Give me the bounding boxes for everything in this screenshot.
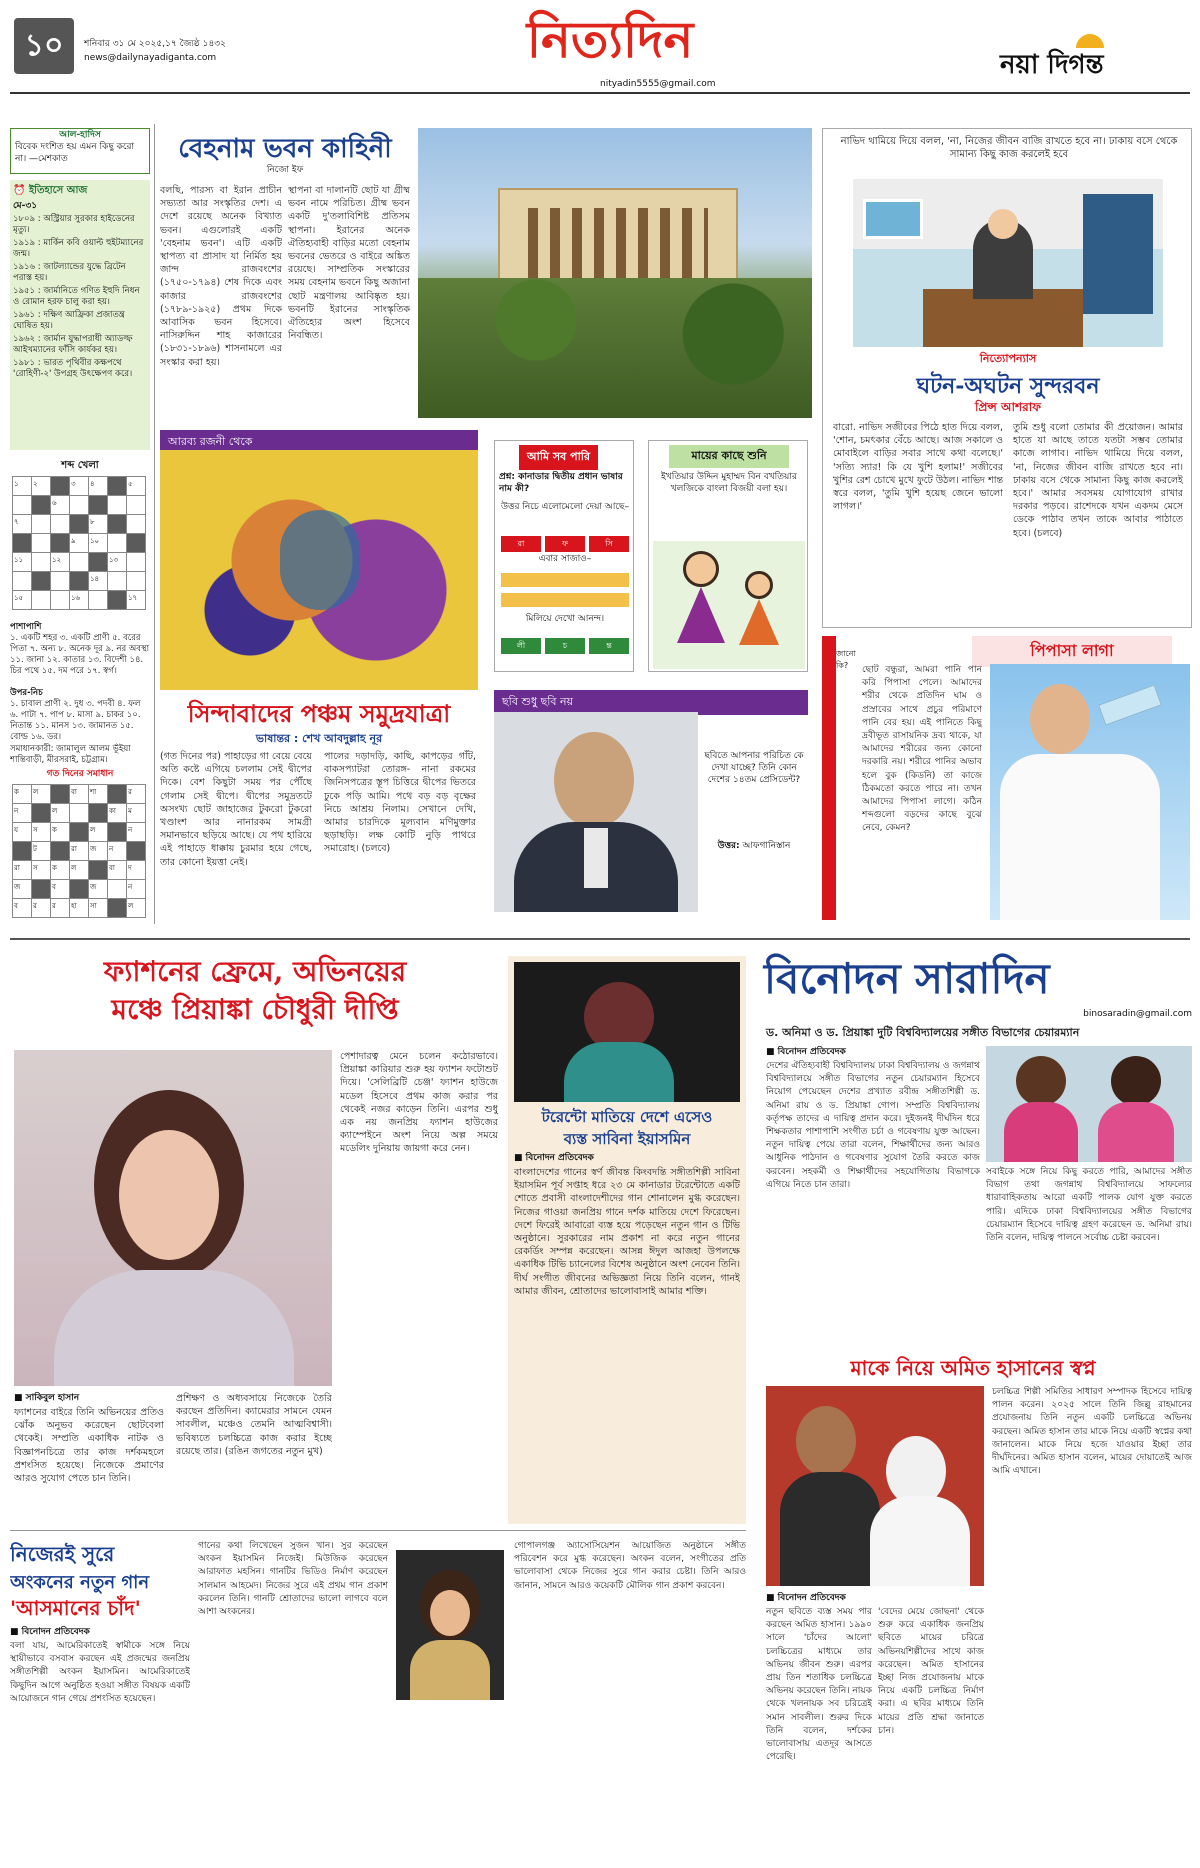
cell: ১০	[89, 534, 108, 553]
cell	[108, 880, 127, 899]
mid-divider	[10, 938, 1190, 940]
prev-solution-title: গত দিনের সমাধান	[46, 769, 114, 779]
sindbad-illustration	[160, 450, 478, 690]
cell: ৯	[70, 534, 89, 553]
cell: র	[51, 899, 70, 918]
cell	[127, 515, 146, 534]
cell: ৭	[13, 515, 32, 534]
down-clues: উপর-নিচ ১. চাবাল প্রাণী ২. দুধ ৩. পদবী ৪. ফল ৬. পাটা ৭. পাপ ৮. মাসা ৯. চাকর ১০. নিতান্ত ১১. মানস ১৩. জামানত ১৫. বোল্ড ১৬. ডর।	[10, 688, 141, 742]
asman-title-1: নিজেরই সুরে	[10, 1542, 115, 1566]
cell: বা	[70, 785, 89, 804]
cell	[70, 572, 89, 591]
quiz-write: মিলিয়ে দেখো আনন্দ।	[525, 614, 605, 624]
asman-byline: ■ বিনোদন প্রতিবেদক	[10, 1627, 90, 1637]
cell: রা	[13, 861, 32, 880]
history-list	[13, 214, 147, 380]
brand-logo: নয়া দিগন্ত	[1000, 44, 1185, 78]
cell: ১১	[13, 553, 32, 572]
cell	[51, 534, 70, 553]
cell: ন	[127, 823, 146, 842]
quiz-tile[interactable]: রা	[501, 536, 541, 552]
cell	[89, 553, 108, 572]
sabina-photo	[514, 962, 740, 1102]
story1-text: দেশের ঐতিহ্যবাহী বিশ্ববিদ্যালয় ঢাকা বিশ্ববিদ্যালয় ও জগন্নাথ বিশ্ববিদ্যালয়ে সঙ্গীত বিভাগের নতুন চেয়ারম্যান হিসেবে নিয়োগ পেয়েছেন দেশের প্রখ্যাত রবীন্দ্র সঙ্গীতশিল্পী ড. অনিমা রায় ও ড. প্রিয়াঙ্কা গোপ। সম্প্রতি বিশ্ববিদ্যালয় কর্তৃপক্ষ তাদের এ দায়িত্ব প্রদান করে। দুইজনই দীর্ঘদিন ধরে শিক্ষকতার পাশাপাশি সংগীত চর্চা ও গবেষণায় যুক্ত আছেন। নতুন দায়িত্ব পেয়ে তারা বলেন, শিক্ষার্থীদের জন্য আরও আধুনিক পাঠদান ও গবেষণার সুযোগ তৈরি করতে কাজ করবেন। সহকর্মী ও শিক্ষার্থীদের সহযোগিতায় বিভাগকে এগিয়ে নিতে চান তারা।	[766, 1061, 980, 1190]
asman-title-2: অংকনের নতুন গান	[10, 1572, 150, 1593]
quiz-hint: উত্তর নিচে এলোমেলো দেয়া আছে–	[501, 502, 629, 512]
priyanka-title-1: ফ্যাশনের ফ্রেমে, অভিনয়ের	[103, 955, 407, 988]
cell: ন	[13, 804, 32, 823]
cell: ন	[108, 842, 127, 861]
asman-text-col2: গানের কথা লিখেছেন সুজন খান। সুর করেছেন অংকন ইয়াসমিন নিজেই। মিউজিক করেছেন আরাফাত মহসিন। গানটির ভিডিও নির্মাণ করেছেন সালমান আহমেদ। নিজের সুরে এই প্রথম গান প্রকাশ করলেন তিনি। গানটি শ্রোতাদের ভালো লাগবে বলে আশা অংকনের।	[198, 1541, 388, 1618]
quiz-tile[interactable]: ফ	[545, 536, 585, 552]
cell: ৩	[70, 477, 89, 496]
cell: ক	[13, 785, 32, 804]
history-date: মে-৩১	[13, 201, 38, 211]
quiz-row1	[499, 531, 631, 552]
behnam-byline: নিজো ইফ	[266, 165, 304, 175]
binodon-section	[754, 950, 1192, 1868]
square-icon: ■	[766, 1593, 778, 1603]
history-item: ১৯১৬ : জাটল্যান্ডের যুদ্ধে ব্রিটেন পরাস্ত হয়।	[13, 262, 126, 283]
cell: ২	[32, 477, 51, 496]
cell	[13, 572, 32, 591]
priyanka-article	[10, 950, 500, 1524]
cell	[108, 572, 127, 591]
arabian-text-col1: (গত দিনের পর) পাহাড়ের গা বেয়ে বেয়ে অতি কষ্টে এগিয়ে চললাম সেই দ্বীপের দিকে। বেশ কিছুটা সময় পর পৌঁছে গেলাম সেই দ্বীপে। দ্বীপের সমুদ্রতটে অসংখ্য ছোট জাহাজের টুকরো টুকরো খণ্ডাংশ আর নানারকম সামগ্রী সমানভাবে ছড়িয়ে আছে। যে পথ হারিয়ে এই পাহাড়ে ধাক্কায় চুরমার হয়ে গেছে, তার কোনো ইয়ত্তা নেই।	[160, 751, 312, 868]
cell: শা	[89, 785, 108, 804]
square-icon: ■	[766, 1047, 778, 1057]
pipasa-text: ছোট বন্ধুরা, আমরা পানি পান করি পিপাসা পেলে। আমাদের শরীর থেকে প্রতিদিন ঘাম ও প্রস্রাবের সাথে প্রচুর পরিমাণে পানি বের হয়। এই পানিতে কিছু দ্রবীভূত রাসায়নিক দ্রব্য থাকে, যা আমাদের শরীরের জন্য কোনো দরকারি নয়। শরীরে পানির অভাব হলে বুক (কিডনি) তা কাজে ঠিকমতো করতে পারে না। তখন আমাদের পিপাসা লাগে। কঠিন শব্দগুলো বড়দের কাছে বুঝে নেবে, কেমন?	[862, 665, 982, 834]
priyanka-title-2: মঞ্চে প্রিয়াঙ্কা চৌধুরী দীপ্তি	[111, 993, 399, 1026]
asman-article	[10, 1540, 746, 1858]
quiz-tile[interactable]: চ	[545, 638, 585, 654]
cell: ল	[127, 899, 146, 918]
ghatan-title: ঘটন-অঘটন সুন্দরবন	[916, 373, 1100, 399]
history-item: ১৯৬১ : দক্ষিণ আফ্রিকা প্রজাতন্ত্র ঘোষিত হয়।	[13, 310, 125, 331]
story2-photo	[766, 1386, 984, 1586]
cell	[89, 591, 108, 610]
cell	[70, 823, 89, 842]
square-icon: ■	[10, 1627, 22, 1637]
office-illustration	[853, 179, 1163, 347]
cell	[32, 534, 51, 553]
pipasa-article	[822, 636, 1192, 920]
cell	[32, 804, 51, 823]
arabian-text-col2: পালের দড়াদড়ি, কাছি, কাপড়ের গাঁট, বাকসপ্যাটরা তোরঙ্গ- নানা রকমের জিনিসপত্রের স্তূপ চিত্তিরে দ্বীপের ভিতরে ঢুকে পড়ি আমি। পথে বড় বড় বৃক্ষের নিচে আশ্রয় নিলাম। সেখানে দেখি, আমার চারদিকে মূল্যবান মণিমুক্তার ছড়াছড়ি। লক্ষ কোটি নুড়ি পাথরে সমারোহ। (চলবে)	[324, 751, 476, 855]
quiz-tile[interactable]: সি	[589, 536, 629, 552]
history-item: ১৮০৯ : অস্ট্রিয়ার সুরকার হাইডেনের মৃত্যু।	[13, 214, 135, 235]
cell: ৬	[51, 496, 70, 515]
quiz-blank-row[interactable]	[501, 573, 629, 587]
cell: ১	[13, 477, 32, 496]
cell: ল	[70, 861, 89, 880]
cell	[108, 591, 127, 610]
cell: ম	[127, 804, 146, 823]
cell: ব	[13, 899, 32, 918]
section-masthead: নিত্যদিন	[526, 10, 694, 69]
cell	[51, 572, 70, 591]
cell: ১২	[51, 553, 70, 572]
asman-photo	[396, 1550, 504, 1700]
sabina-article	[508, 956, 746, 1524]
priyanka-text-right: পেশাদারত্ব মেনে চলেন কঠোরভাবে। প্রিয়াঙ্কা কারিয়ার শুরু হয় ফ্যাশন ফটোশুট দিয়ে। 'সেলিব্রিটি চেঞ্জ' ফ্যাশন হাউজে মডেল হিসেবে প্রথম কাজ করার পর থেকেই নজর কাড়েন তিনি। এরপর শুধু এক নয় জনপ্রিয় ফ্যাশন হাউজের ক্যাম্পেইনে অংশ নিয়ে অল্প সময়ে মডেলিং দুনিয়ায় জায়গা করে নেন।	[340, 1051, 498, 1155]
cell: ১৩	[108, 553, 127, 572]
cell: কা	[108, 804, 127, 823]
ghatan-article	[822, 128, 1192, 628]
history-item: ১৯৫১ : জার্মানিতে গণিত ইহুদি নিধন ও রোমান হরফ চালু করা হয়।	[13, 286, 140, 307]
hadith-box	[10, 128, 150, 174]
cell	[32, 880, 51, 899]
cell	[51, 591, 70, 610]
quiz-title: আমি সব পারি	[519, 445, 598, 470]
story2-text: চলচ্চিত্র শিল্পী সমিতির সাধারণ সম্পাদক হিসেবে দায়িত্ব পালন করেন। ২০২৫ সালে তিনি জিল্লু রাহমানের প্রযোজনায় তিনি নতুন একটি চলচ্চিত্রে অভিনয় করছেন। অমিত হাসান তার মাকে নিয়ে একটি স্বপ্নের কথা জানালেন। মাকে নিয়ে হজে যাওয়ার ইচ্ছা তার দীর্ঘদিনের। অমিত হাসান বলেন, মায়ের দোয়াতেই আজ আমি এখানে।	[992, 1387, 1192, 1477]
arabian-article	[160, 430, 480, 920]
history-box	[10, 180, 150, 450]
bottom-divider	[10, 1530, 746, 1531]
arabian-translator: ভাষান্তর : শেখ আবদুল্লাহ নূর	[255, 732, 383, 745]
cell	[127, 553, 146, 572]
ghatan-top-caption: নাভিদ থামিয়ে দিয়ে বলল, 'না, নিজের জীবন বাজি রাখতে হবে না। ঢাকায় বসে থেকে সামান্য কিছু কাজ করলেই হবে	[840, 136, 1178, 161]
ghatan-text-col2: তুমি শুধু বলো তোমার কী প্রয়োজন। আমার হাতে যা আছে তাতে যতটা সম্ভব তোমার কাজে লাগাব। নাভিদ থামিয়ে দিয়ে বলল, 'না, নিজের জীবন বাজি রাখতে হবে না। ঢাকায় বসে থেকে সামান্য কিছু কাজ করলেই হবে।' আমার সবসময় যোগাযোগ রাখার দরকার পড়বে। রাশেদকে যখন একদম মেসে ডেকে পাঠাব তখন তাকে আবার পাঠাতে হবে। (চলবে)	[1013, 422, 1183, 539]
cell: ক	[51, 861, 70, 880]
story2-text-2: নতুন ছবিতে ব্যস্ত সময় পার করছেন অমিত হাসান। ১৯৯০ সালে 'চাঁদের আলো' চলচ্চিত্রের মাধ্যমে তার অভিনয় জীবন শুরু। এরপর প্রায় তিন শতাধিক চলচ্চিত্রে অভিনয় করেছেন তিনি। নায়ক থেকে খলনায়ক সব চরিত্রেই সমান সাবলীল। শুরুর দিকে তিনি বলেন, দর্শকের ভালোবাসায় এতদূর আসতে পেরেছি।	[766, 1607, 872, 1763]
chobi-text: ছবিতে আপনার পরিচিত কে দেখা যাচ্ছে? তিনি কোন দেশের ১৪তম প্রেসিডেন্ট?	[704, 751, 804, 785]
issue-date: শনিবার ৩১ মে ২০২৫,১৭ জ্যৈষ্ঠ ১৪৩২	[84, 39, 226, 49]
cell	[89, 804, 108, 823]
sabina-title-1: টরেন্টো মাতিয়ে দেশে এসেও	[541, 1108, 713, 1126]
behnam-building-photo	[418, 128, 812, 418]
cell	[89, 496, 108, 515]
chobi-box	[494, 690, 808, 912]
cell: স	[32, 823, 51, 842]
behnam-text-col1: বলছি, পারস্য বা ইরান প্রাচীন সভ্যতা আর সংস্কৃতির দেশ। এ দেশে রয়েছে অনেক বিখ্যাত ভবন। এগুলোরই একটি 'বেহনাম ভবন'। এটি একটি স্থাপত্য বা প্রাসাদ যা নির্মিত হয় জান্দ রাজবংশের (১৭৫০-১৭৯৪) শেষ দিকে এবং কাজার রাজবংশের (১৭৮৯-১৯২৫) প্রথম দিকে আবাসিক ভবন হিসেবে। নাসিরুদ্দিন শাহ কাজারের (১৮৩১-১৮৯৬) শাসনামলে এর সংস্কার করা হয়।	[160, 185, 282, 368]
cell	[127, 572, 146, 591]
solution-grid	[12, 784, 146, 918]
cell	[32, 591, 51, 610]
crossword-grid	[12, 476, 146, 610]
pipasa-title: পিপাসা লাগা	[972, 636, 1172, 667]
cell	[70, 804, 89, 823]
girls-illustration	[653, 541, 805, 669]
behnam-title: বেহনাম ভবন কাহিনী	[178, 134, 392, 164]
crossword-header	[10, 458, 150, 474]
tree-shape	[418, 278, 812, 418]
cell: ৮	[89, 515, 108, 534]
story1-byline: ■ বিনোদন প্রতিবেদক	[766, 1047, 846, 1057]
cell	[13, 496, 32, 515]
cell: জ	[89, 880, 108, 899]
cell: ল	[32, 785, 51, 804]
hadith-text: বিবেক দংশিত হয় এমন কিছু করো না। —মেশকাত	[15, 142, 135, 164]
square-icon: ■	[514, 1153, 526, 1163]
sabina-text: বাংলাদেশের গানের স্বর্ণ জীবন্ত কিংবদন্তি সঙ্গীতশিল্পী সাবিনা ইয়াসমিন পূর্ব সপ্তাহ ধরে ২৩ মে কানাডার টরেন্টোতে একটি শোতে প্রবাসী বাংলাদেশীদের গান শোনালেন মুগ্ধ করেছেন। নিজের গাওয়া জনপ্রিয় গানে দর্শক মাতিয়ে দেশে ফিরেছেন। দেশে ফিরেই আবারো ব্যস্ত হয়ে পড়েছেন নতুন গান ও টিভি অনুষ্ঠানে। সুরকারের নাম প্রকাশ না করে নতুন গানের রেকর্ডিং সম্পন্ন করেছেন। আসন্ন ঈদুল আজহা উপলক্ষে একাধিক টিভি চ্যানেলের বিশেষ অনুষ্ঠানে অংশ নেবেন তিনি। দীর্ঘ সংগীত জীবনের অভিজ্ঞতা নিয়ে তিনি বলেন, গানই আমার জীবন, শ্রোতাদের ভালোবাসাই আমার শক্তি।	[514, 1167, 740, 1297]
cell	[127, 842, 146, 861]
binodon-title: বিনোদন সারাদিন	[764, 954, 1050, 1003]
quiz-tile[interactable]: ন্ত	[589, 638, 629, 654]
cell	[51, 842, 70, 861]
history-item: ১৯৮১ : ভারত পৃথিবীর কক্ষপথে 'রোহিণী-২' উপগ্রহ উৎক্ষেপণ করে।	[13, 358, 133, 379]
behnam-text-col2: স্থাপনা বা দালানটি ছোট যা গ্রীষ্ম ভবন নামে পরিচিত। গ্রীষ্ম ভবন একটি দু'তলাবিশিষ্ট প্রতিসম স্থাপনা। ইরানের অনেক ঐতিহ্যবাহী বাড়ির মতো বেহনাম ভবনের ভেতরে ও বাইরে অঙ্কিত রয়েছে। সাম্প্রতিক সংস্কারের সময় বেহনাম ভবনে কিছু অজানা ছোট মন্ত্রণালয় আবিষ্কৃত হয়। ভবনটি ইরানের সাংস্কৃতিক ঐতিহ্যের অংশ হিসেবে নিবন্ধিত।	[288, 185, 410, 342]
behnam-article	[160, 128, 812, 420]
pipasa-kicker: জানো কি?	[836, 649, 856, 670]
asman-text-col1: বলা যায়, আমেরিকাতেই স্বামীকে সঙ্গে নিয়ে স্থায়ীভাবে বসবাস করছেন এই প্রজন্মের জনপ্রিয় সঙ্গীতশিল্পী অংকন ইয়াসমিন। আমেরিকাতেই কিছুদিন আগে অনুষ্ঠিত হওয়া সঙ্গীত বিষয়ক একটি আয়োজনে গান গেয়ে প্রশংসিত হয়েছেন।	[10, 1641, 190, 1704]
cell: স	[32, 861, 51, 880]
cell: হা	[70, 899, 89, 918]
history-item: ১৯৬২ : জার্মান যুদ্ধাপরাধী অ্যাডল্ফ আইখম্যানের ফাঁসি কার্যকর হয়।	[13, 334, 133, 355]
quiz-tile[interactable]: লী	[501, 638, 541, 654]
cell	[32, 496, 51, 515]
square-icon: ■	[14, 1393, 26, 1403]
ghatan-kicker: নিত্যোপন্যাস	[979, 352, 1037, 365]
cell: বা	[108, 861, 127, 880]
cell: রা	[70, 842, 89, 861]
header-divider	[10, 92, 1190, 94]
cell	[70, 496, 89, 515]
quiz-box	[494, 440, 634, 672]
mother-title: মায়ের কাছে শুনি	[669, 445, 789, 468]
priyanka-byline: ■ সাকিবুল হাসান	[14, 1393, 80, 1403]
crossword-title: শব্দ খেলা	[61, 460, 99, 471]
quiz-again: এবার সাজাও–	[538, 554, 592, 564]
story1-text-2: সবাইকে সঙ্গে নিয়ে কিছু করতে পারি, আমাদের সঙ্গীত বিভাগ তথা জগন্নাথ বিশ্ববিদ্যালয়ে সাফল্যের ধারাবাহিকতায় আরো একটি পালক যোগ যুক্ত করতে পারি। এদিকে ঢাকা বিশ্ববিদ্যালয়ের সঙ্গীত বিভাগের চেয়ারম্যান হিসেবে দায়িত্ব গ্রহণ করেছেন ড. অনিমা রায়। তিনি বলেন, দায়িত্ব পালনে সর্বোচ্চ চেষ্টা করবেন।	[986, 1167, 1192, 1244]
cell: ন	[127, 880, 146, 899]
hadith-title: আল-হাদিস	[59, 130, 101, 140]
cell	[108, 534, 127, 553]
priyanka-text-col1: ফ্যাশনের বাইরে তিনি অভিনয়ের প্রতিও ঝোঁক অনুভব করেছেন ছোটবেলা থেকেই। সম্প্রতি একাধিক নাটক ও বিজ্ঞাপনচিত্রে তার কাজ দর্শকমহলে প্রশংসিত হয়েছে। নিজেকে প্রমাণের আরও সুযোগ পেতে চান তিনি।	[14, 1407, 164, 1485]
solver-credit: সমাধানকারী: জামালুল আলম ভূঁইয়া শান্তিবাড়ী, মীরসরাই, চট্টগ্রাম।	[10, 744, 131, 765]
quiz-question: প্রশ্ন: কানাডার দ্বিতীয় প্রধান ভাষার নাম কী?	[499, 472, 623, 494]
issue-email: news@dailynayadiganta.com	[84, 53, 217, 63]
ghatan-author: প্রিন্স আশরাফ	[975, 400, 1041, 414]
cell	[32, 553, 51, 572]
cell: ল	[89, 823, 108, 842]
left-sidebar	[10, 128, 150, 920]
clock-icon: ⏰	[13, 185, 29, 196]
cell	[51, 477, 70, 496]
chobi-title: ছবি শুধু ছবি নয়	[494, 690, 808, 715]
sabina-byline: ■ বিনোদন প্রতিবেদক	[514, 1153, 594, 1163]
sabina-title-2: ব্যস্ত সাবিনা ইয়াসমিন	[563, 1130, 691, 1148]
drinking-water-photo	[990, 664, 1190, 920]
quiz-row2	[499, 633, 631, 654]
cell	[127, 534, 146, 553]
cell: র	[127, 785, 146, 804]
across-clues: পাশাপাশি ১. একটি শহর ৩. একটি প্রাণী ৫. বরের পিতা ৭. অন্য ৮. অনেক দূর ৯. নর অবস্থা ১১. জানা ১২. কাতার ১৩. বিদেশী ১৪. চির পথে ১৫. দম পরে ১৭. স্বর্গ।	[10, 622, 150, 676]
cell	[108, 785, 127, 804]
arabian-bar: আরব্য রজনী থেকে	[160, 430, 478, 455]
cell: ৫	[127, 477, 146, 496]
priyanka-photo	[14, 1050, 332, 1386]
story1-title: ড. অনিমা ও ড. প্রিয়াঙ্কা দুটি বিশ্ববিদ্যালয়ের সঙ্গীত বিভাগের চেয়ারম্যান	[766, 1026, 1080, 1039]
cell	[32, 515, 51, 534]
history-title: ⏰ ইতিহাসে আজ	[13, 185, 88, 196]
asman-title-3: 'আসমানের চাঁদ'	[10, 1596, 141, 1620]
ghatan-text-col1: বারো. নাভিদ সজীবের পিঠে হাত দিয়ে বলল, 'শোন, চমৎকার বেঁচে আছে। আজ সকালে ও মোবাইলে বাড়ির সবার সাথে কথা বলেছে।' 'সত্যি স্যার! কি যে খুশি হলাম!' সজীবের খুশির রেশ চোখে মুখে ফুটে উঠল। নাভিদ শান্ত স্বরে বলল, 'তুমি খুশি হয়েছ জেনে ভালো লাগল।'	[833, 422, 1003, 513]
mother-box	[648, 440, 808, 672]
story2-byline: ■ বিনোদন প্রতিবেদক	[766, 1593, 846, 1603]
arabian-title: সিন্দাবাদের পঞ্চম সমুদ্রযাত্রা	[187, 699, 451, 728]
cell	[89, 861, 108, 880]
cell	[108, 477, 127, 496]
cell: ১৭	[127, 591, 146, 610]
cell: ব	[51, 880, 70, 899]
cell: ক	[51, 823, 70, 842]
portrait-photo	[494, 712, 698, 912]
pipasa-kicker-bar	[822, 636, 836, 920]
cell: ১৬	[70, 591, 89, 610]
cell	[108, 823, 127, 842]
cell	[13, 534, 32, 553]
cell	[51, 785, 70, 804]
cell	[70, 515, 89, 534]
page-header	[0, 0, 1200, 92]
cell	[51, 515, 70, 534]
story1-photo	[986, 1046, 1192, 1162]
cell: ১৫	[13, 591, 32, 610]
cell	[127, 496, 146, 515]
cell: জ	[89, 842, 108, 861]
cell	[108, 496, 127, 515]
column-divider	[154, 124, 155, 924]
cell: সা	[89, 899, 108, 918]
sun-icon	[1076, 34, 1104, 48]
cell: ল	[51, 804, 70, 823]
quiz-blank-row[interactable]	[501, 593, 629, 607]
page-number-badge: ১০	[14, 18, 74, 74]
cell: দ	[127, 861, 146, 880]
cell: ৪	[89, 477, 108, 496]
cell: ট	[32, 842, 51, 861]
priyanka-text-col2: প্রশিক্ষণ ও অধ্যবসায়ে নিজেকে তৈরি করছেন প্রতিদিন। ক্যামেরার সামনে যেমন সাবলীল, মঞ্চেও তেমনি আত্মবিশ্বাসী। ভবিষ্যতে চলচ্চিত্রে কাজ করার ইচ্ছে রয়েছে তার। (রঙিন জগতের নতুন মুখ)	[176, 1393, 332, 1457]
cell	[32, 572, 51, 591]
story2-text-3: 'বেদের মেয়ে জোছনা' থেকে শুরু করে একাধিক জনপ্রিয় ছবিতে মায়ের চরিত্রে অভিনয়শিল্পীদের সাথে কাজ করেছেন। অমিত হাসানের ইচ্ছা নিজ প্রযোজনায় মাকে নিয়ে একটি চলচ্চিত্র নির্মাণ করা। এ ছবির মাধ্যমে তিনি মায়ের প্রতি শ্রদ্ধা জানাতে চান।	[878, 1607, 984, 1736]
asman-text-col3: গোপালগঞ্জ অ্যাসোসিয়েশন আয়োজিত অনুষ্ঠানে সঙ্গীত পরিবেশন করে মুগ্ধ করেছেন। অংকন বলেন, সংগীতের প্রতি ভালোবাসা থেকে নিজের সুরে গান করার চেষ্টা। তিনি আরও জানান, সামনে আরও কয়েকটি মৌলিক গান প্রকাশ করবেন।	[514, 1541, 746, 1591]
chobi-answer: উত্তর: আফগানিস্তান	[717, 841, 791, 851]
cell: য	[13, 823, 32, 842]
history-item: ১৯১৯ : মার্কিন কবি ওয়াল্ট হুইটম্যানের জন্ম।	[13, 238, 144, 259]
story2-title: মাকে নিয়ে অমিত হাসানের স্বপ্ন	[850, 1356, 1096, 1380]
cell	[13, 842, 32, 861]
cell: জ	[13, 880, 32, 899]
cell	[70, 553, 89, 572]
cell: র	[32, 899, 51, 918]
mother-text: ইখতিয়ার উদ্দিন মুহাম্মদ বিন বখতিয়ার খলজিকে বাংলা বিজয়ী বলা হয়।	[661, 472, 797, 494]
cell: ১৪	[89, 572, 108, 591]
cell	[108, 899, 127, 918]
cell	[108, 515, 127, 534]
cell	[70, 880, 89, 899]
section-email: nityadin5555@gmail.com	[600, 79, 716, 89]
binodon-email: binosaradin@gmail.com	[1083, 1009, 1192, 1019]
